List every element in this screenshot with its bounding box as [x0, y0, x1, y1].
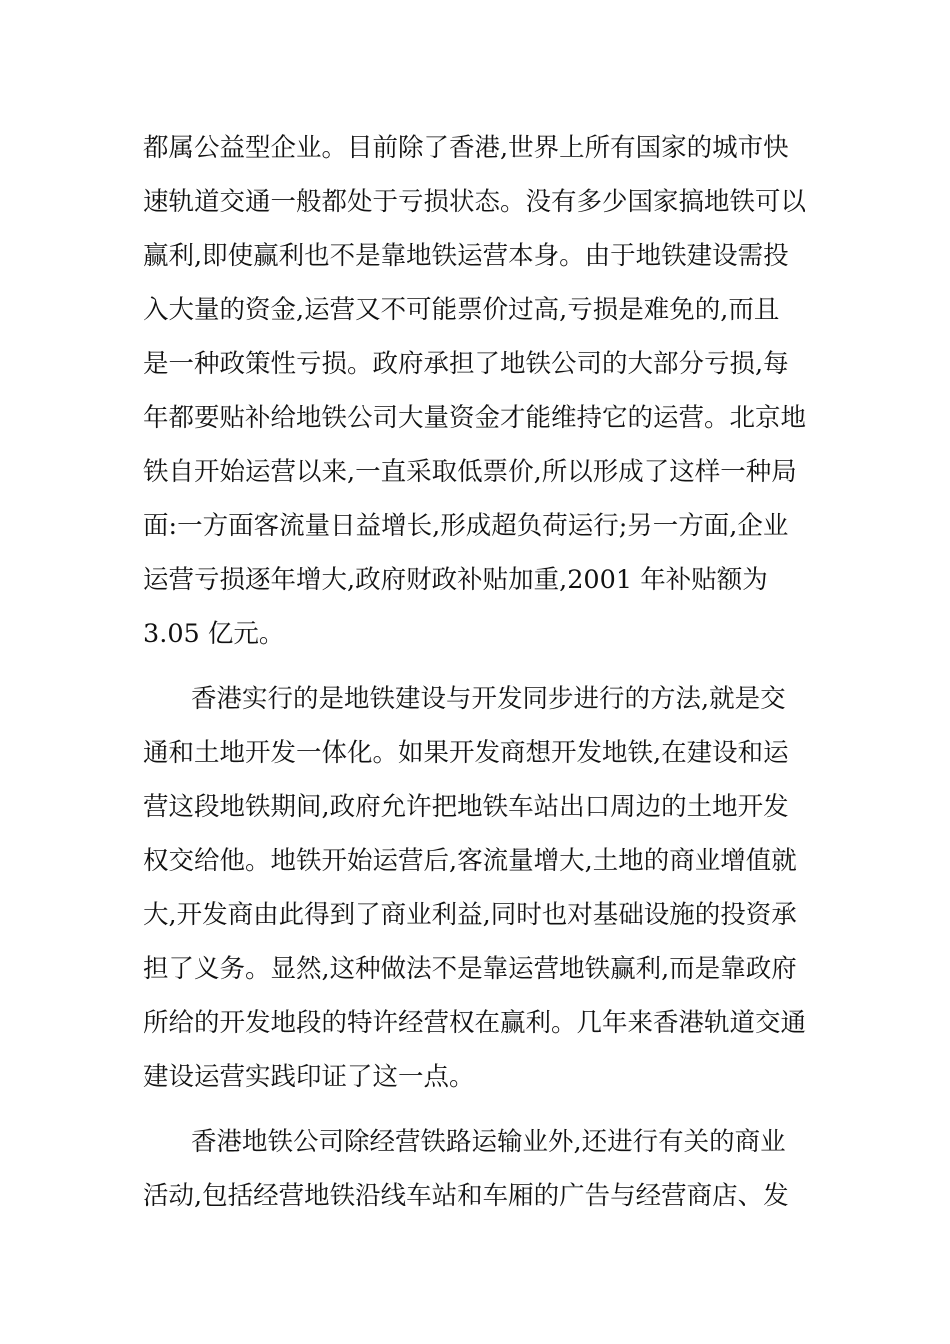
paragraph-2-line-4: 权交给他。地铁开始运营后,客流量增大,土地的商业增值就 [143, 846, 797, 876]
paragraph-2-line-3: 营这段地铁期间,政府允许把地铁车站出口周边的土地开发 [143, 792, 789, 822]
paragraph-1-line-4: 入大量的资金,运营又不可能票价过高,亏损是难免的,而且 [143, 295, 780, 325]
paragraph-3-line-1: 香港地铁公司除经营铁路运输业外,还进行有关的商业 [191, 1127, 786, 1157]
paragraph-2-line-8: 建设运营实践印证了这一点。 [143, 1062, 475, 1092]
paragraph-2-line-1: 香港实行的是地铁建设与开发同步进行的方法,就是交 [191, 684, 786, 714]
paragraph-1-line-10: 3.05 亿元。 [143, 619, 285, 649]
paragraph-2-line-7: 所给的开发地段的特许经营权在赢利。几年来香港轨道交通 [143, 1008, 807, 1038]
paragraph-1-line-7: 铁自开始运营以来,一直采取低票价,所以形成了这样一种局 [143, 457, 797, 487]
paragraph-1-line-1: 都属公益型企业。目前除了香港,世界上所有国家的城市快 [143, 133, 789, 163]
paragraph-1-line-5: 是一种政策性亏损。政府承担了地铁公司的大部分亏损,每 [143, 349, 789, 379]
paragraph-3-line-2: 活动,包括经营地铁沿线车站和车厢的广告与经营商店、发 [143, 1181, 789, 1211]
paragraph-1-line-2: 速轨道交通一般都处于亏损状态。没有多少国家搞地铁可以 [143, 187, 807, 217]
paragraph-2-line-6: 担了义务。显然,这种做法不是靠运营地铁赢利,而是靠政府 [143, 954, 797, 984]
paragraph-1-line-6: 年都要贴补给地铁公司大量资金才能维持它的运营。北京地 [143, 403, 807, 433]
paragraph-1-line-9: 运营亏损逐年增大,政府财政补贴加重,2001 年补贴额为 [143, 565, 768, 595]
paragraph-1-line-8: 面:一方面客流量日益增长,形成超负荷运行;另一方面,企业 [143, 511, 789, 541]
paragraph-1-line-3: 赢利,即使赢利也不是靠地铁运营本身。由于地铁建设需投 [143, 241, 789, 271]
paragraph-2-line-5: 大,开发商由此得到了商业利益,同时也对基础设施的投资承 [143, 900, 797, 930]
paragraph-2-line-2: 通和土地开发一体化。如果开发商想开发地铁,在建设和运 [143, 738, 789, 768]
